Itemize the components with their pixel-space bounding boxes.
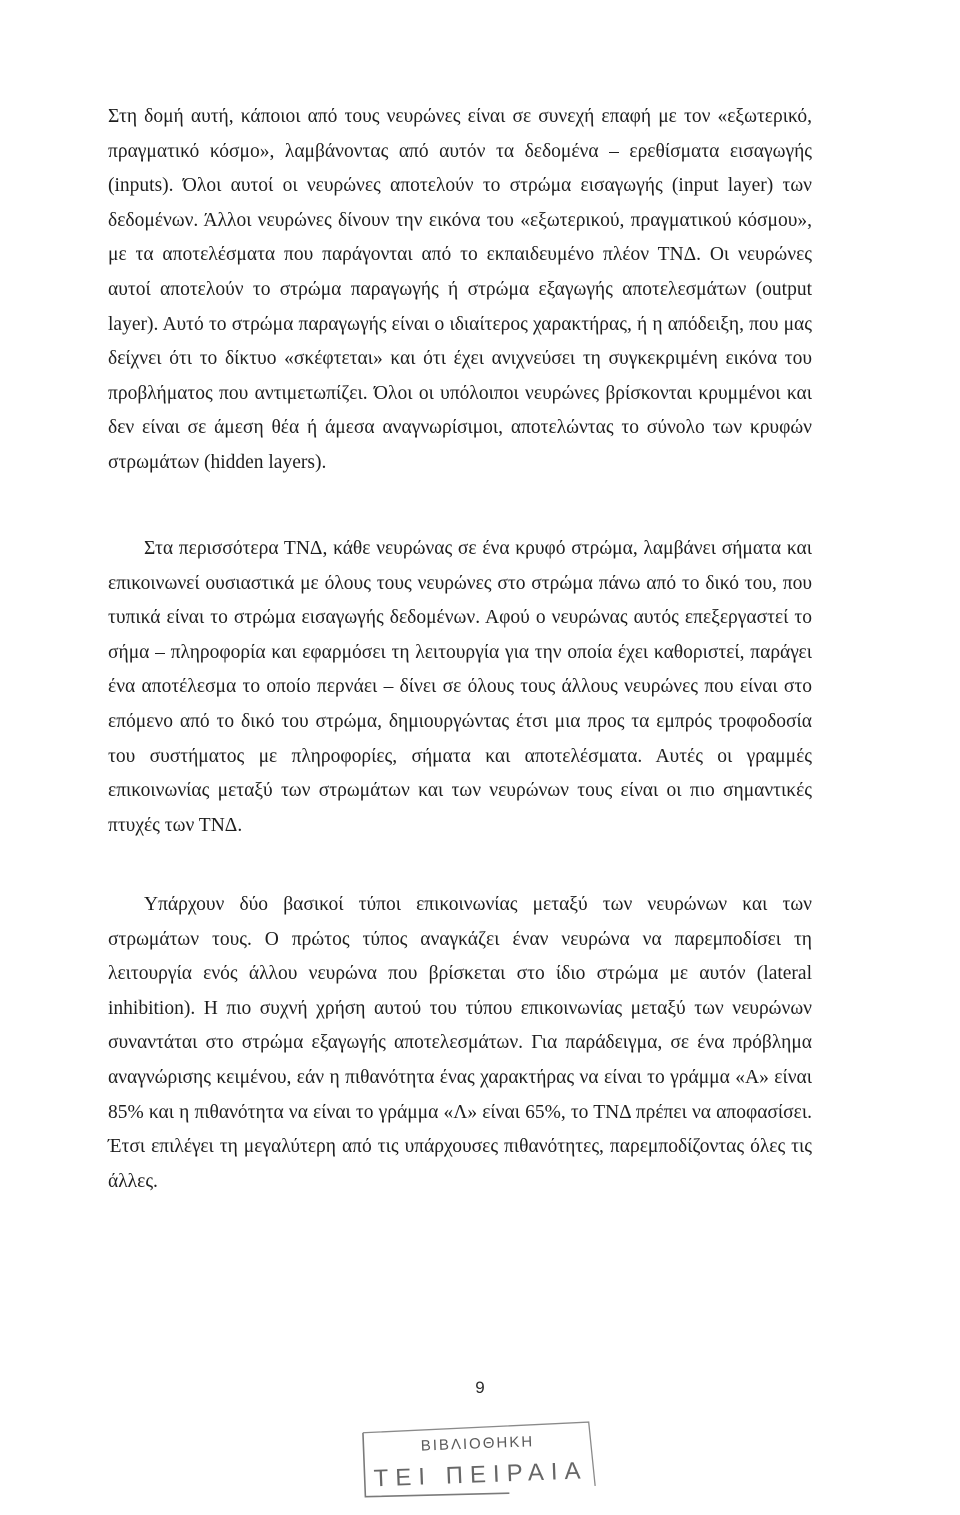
page-number: 9 — [475, 1378, 485, 1397]
paragraph-hidden-layer-communication: Στα περισσότερα ΤΝΔ, κάθε νευρώνας σε ένα κρυφό στρώμα, λαμβάνει σήματα και επικοινωνεί ουσιαστικά με όλους τους νευρώνες στο στρώμα πάνω από το δικό του, που τυπικά είναι το στρώμα εισαγωγής δεδομένων. Αφού ο νευρώνας αυτός επεξεργαστεί το σήμα – πληροφορία και εφαρμόσει τη λειτουργία για την οποία έχει καθοριστεί, παράγει ένα αποτέλεσμα το οποίο περνάει – δίνει σε όλους τους άλλους νευρώνες που είναι στο επόμενο από το δικό του στρώμα, δημιουργώντας έτσι μια προς τα εμπρός τροφοδοσία του συστήματος με πληροφορίες, σήματα και αποτελέσματα. Αυτές οι γραμμές επικοινωνίας μεταξύ των στρωμάτων και των νευρώνων τους είναι οι πιο σημαντικές πτυχές των ΤΝΔ. — [108, 538, 812, 836]
stamp-top-text: ΒΙΒΛΙΟΘΗΚΗ — [420, 1433, 535, 1455]
stamp-graphic — [358, 1418, 618, 1498]
paragraph-layers-structure: Στη δομή αυτή, κάποιοι από τους νευρώνες είναι σε συνεχή επαφή με τον «εξωτερικό, πραγματικό κόσμο», λαμβάνοντας από αυτόν τα δεδομένα – ερεθίσματα εισαγωγής (inputs). Όλοι αυτοί οι νευρώνες αποτελούν το στρώμα εισαγωγής (input layer) των δεδομένων. Άλλοι νευρώνες δίνουν την εικόνα του «εξωτερικού, πραγματικού κόσμου», με τα αποτελέσματα που παράγονται από το εκπαιδευμένο πλέον ΤΝΔ. Οι νευρώνες αυτοί αποτελούν το στρώμα παραγωγής ή στρώμα εξαγωγής αποτελεσμάτων (output layer). Αυτό το στρώμα παραγωγής είναι ο ιδιαίτερος χαρακτήρας, ή η απόδειξη, που μας δείχνει ότι το δίκτυο «σκέφτεται» και ότι έχει ανιχνεύσει τη συγκεκριμένη εικόνα του προβλήματος που αντιμετωπίζει. Όλοι οι υπόλοιποι νευρώνες βρίσκονται κρυμμένοι και δεν είναι σε άμεση θέα ή άμεσα αναγνωρίσιμοι, αποτελώντας το σύνολο των κρυφών στρωμάτων (hidden layers). — [108, 106, 812, 473]
library-stamp — [358, 1418, 618, 1498]
paragraph-communication-types: Υπάρχουν δύο βασικοί τύποι επικοινωνίας μεταξύ των νευρώνων και των στρωμάτων τους. Ο πρώτος τύπος αναγκάζει έναν νευρώνα να παρεμποδίσει τη λειτουργία ενός άλλου νευρώνα που βρίσκεται στο ίδιο στρώμα με αυτόν (lateral inhibition). Η πιο συχνή χρήση αυτού του τύπου επικοινωνίας μεταξύ των νευρώνων συναντάται στο στρώμα εξαγωγής αποτελεσμάτων. Για παράδειγμα, σε ένα πρόβλημα αναγνώρισης κειμένου, εάν η πιθανότητα ένας χαρακτήρας να είναι το γράμμα «Α» είναι 85% και η πιθανότητα να είναι το γράμμα «Λ» είναι 65%, το ΤΝΔ πρέπει να αποφασίσει. Έτσι επιλέγει τη μεγαλύτερη από τις υπάρχουσες πιθανότητες, παρεμποδίζοντας όλες τις άλλες. — [108, 894, 812, 1192]
stamp-bottom-text: ΤΕΙ ΠΕΙΡΑΙΑ — [373, 1457, 589, 1493]
